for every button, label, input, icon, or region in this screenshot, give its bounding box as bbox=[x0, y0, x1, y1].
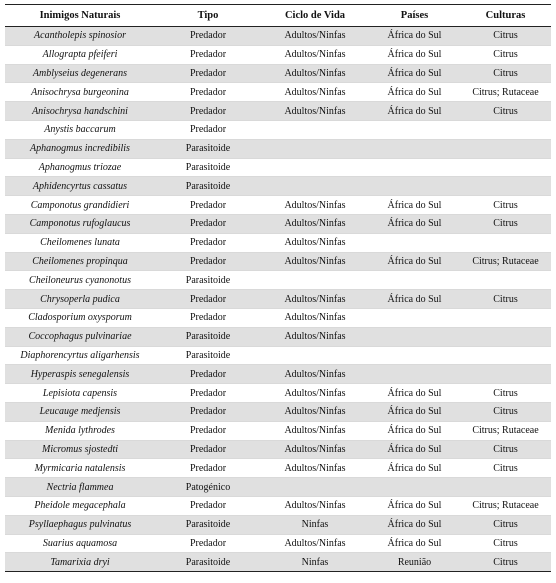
tipo-cell: Predador bbox=[155, 290, 261, 309]
tipo-cell: Parasitoide bbox=[155, 327, 261, 346]
culturas-cell: Citrus bbox=[460, 402, 551, 421]
table-row bbox=[5, 478, 551, 497]
culturas-cell: Citrus bbox=[460, 214, 551, 233]
table-row bbox=[5, 346, 551, 365]
species-cell: Pheidole megacephala bbox=[5, 496, 155, 515]
species-cell: Hyperaspis senegalensis bbox=[5, 365, 155, 384]
paises-cell: África do Sul bbox=[369, 102, 460, 121]
table-row bbox=[5, 534, 551, 553]
species-cell: Micromus sjostedti bbox=[5, 440, 155, 459]
species-cell: Diaphorencyrtus aligarhensis bbox=[5, 346, 155, 365]
paises-cell bbox=[369, 365, 460, 384]
paises-cell: África do Sul bbox=[369, 290, 460, 309]
table-row bbox=[5, 45, 551, 64]
paises-cell: Reunião bbox=[369, 553, 460, 572]
tipo-cell: Predador bbox=[155, 308, 261, 327]
header-tipo: Tipo bbox=[155, 5, 261, 27]
culturas-cell: Citrus bbox=[460, 102, 551, 121]
paises-cell bbox=[369, 158, 460, 177]
paises-cell bbox=[369, 308, 460, 327]
ciclo-de-vida-cell: Adultos/Ninfas bbox=[261, 402, 369, 421]
tipo-cell: Predador bbox=[155, 45, 261, 64]
culturas-cell: Citrus; Rutaceae bbox=[460, 83, 551, 102]
culturas-cell bbox=[460, 271, 551, 290]
culturas-cell: Citrus bbox=[460, 534, 551, 553]
paises-cell: África do Sul bbox=[369, 45, 460, 64]
table-row bbox=[5, 515, 551, 534]
tipo-cell: Predador bbox=[155, 120, 261, 139]
ciclo-de-vida-cell: Ninfas bbox=[261, 515, 369, 534]
culturas-cell: Citrus bbox=[460, 27, 551, 46]
ciclo-de-vida-cell: Adultos/Ninfas bbox=[261, 102, 369, 121]
culturas-cell bbox=[460, 346, 551, 365]
culturas-cell: Citrus; Rutaceae bbox=[460, 496, 551, 515]
ciclo-de-vida-cell bbox=[261, 177, 369, 196]
header-paises: Países bbox=[369, 5, 460, 27]
tipo-cell: Predador bbox=[155, 402, 261, 421]
species-cell: Cheilomenes propinqua bbox=[5, 252, 155, 271]
paises-cell: África do Sul bbox=[369, 402, 460, 421]
ciclo-de-vida-cell: Ninfas bbox=[261, 553, 369, 572]
tipo-cell: Predador bbox=[155, 496, 261, 515]
culturas-cell bbox=[460, 478, 551, 497]
ciclo-de-vida-cell: Adultos/Ninfas bbox=[261, 64, 369, 83]
table-row bbox=[5, 440, 551, 459]
paises-cell bbox=[369, 478, 460, 497]
paises-cell: África do Sul bbox=[369, 384, 460, 403]
species-cell: Anisochrysa handschini bbox=[5, 102, 155, 121]
table-body bbox=[5, 27, 551, 572]
species-cell: Tamarixia dryi bbox=[5, 553, 155, 572]
tipo-cell: Parasitoide bbox=[155, 177, 261, 196]
species-cell: Cheiloneurus cyanonotus bbox=[5, 271, 155, 290]
tipo-cell: Parasitoide bbox=[155, 271, 261, 290]
ciclo-de-vida-cell: Adultos/Ninfas bbox=[261, 440, 369, 459]
paises-cell: África do Sul bbox=[369, 83, 460, 102]
tipo-cell: Predador bbox=[155, 459, 261, 478]
paises-cell: África do Sul bbox=[369, 27, 460, 46]
ciclo-de-vida-cell: Adultos/Ninfas bbox=[261, 421, 369, 440]
table-row bbox=[5, 252, 551, 271]
tipo-cell: Predador bbox=[155, 534, 261, 553]
species-cell: Leucauge medjensis bbox=[5, 402, 155, 421]
table-header bbox=[5, 5, 551, 27]
ciclo-de-vida-cell bbox=[261, 346, 369, 365]
culturas-cell bbox=[460, 139, 551, 158]
paises-cell bbox=[369, 346, 460, 365]
culturas-cell: Citrus; Rutaceae bbox=[460, 421, 551, 440]
paises-cell: África do Sul bbox=[369, 252, 460, 271]
tipo-cell: Predador bbox=[155, 83, 261, 102]
ciclo-de-vida-cell bbox=[261, 158, 369, 177]
ciclo-de-vida-cell: Adultos/Ninfas bbox=[261, 459, 369, 478]
species-cell: Aphanogmus incredibilis bbox=[5, 139, 155, 158]
culturas-cell: Citrus bbox=[460, 384, 551, 403]
ciclo-de-vida-cell bbox=[261, 139, 369, 158]
table-row bbox=[5, 290, 551, 309]
ciclo-de-vida-cell: Adultos/Ninfas bbox=[261, 496, 369, 515]
tipo-cell: Predador bbox=[155, 252, 261, 271]
paises-cell bbox=[369, 177, 460, 196]
culturas-cell: Citrus bbox=[460, 45, 551, 64]
tipo-cell: Parasitoide bbox=[155, 515, 261, 534]
tipo-cell: Parasitoide bbox=[155, 553, 261, 572]
table-row bbox=[5, 233, 551, 252]
table-row bbox=[5, 196, 551, 215]
header-inimigos-naturais: Inimigos Naturais bbox=[5, 5, 155, 27]
ciclo-de-vida-cell: Adultos/Ninfas bbox=[261, 534, 369, 553]
ciclo-de-vida-cell: Adultos/Ninfas bbox=[261, 252, 369, 271]
ciclo-de-vida-cell: Adultos/Ninfas bbox=[261, 384, 369, 403]
culturas-cell: Citrus bbox=[460, 290, 551, 309]
ciclo-de-vida-cell: Adultos/Ninfas bbox=[261, 365, 369, 384]
table-row bbox=[5, 496, 551, 515]
header-ciclo-de-vida: Ciclo de Vida bbox=[261, 5, 369, 27]
table-row bbox=[5, 271, 551, 290]
natural-enemies-table bbox=[5, 4, 551, 572]
culturas-cell: Citrus bbox=[460, 64, 551, 83]
table-row bbox=[5, 459, 551, 478]
culturas-cell bbox=[460, 308, 551, 327]
table-row bbox=[5, 120, 551, 139]
species-cell: Cladosporium oxysporum bbox=[5, 308, 155, 327]
tipo-cell: Predador bbox=[155, 27, 261, 46]
ciclo-de-vida-cell: Adultos/Ninfas bbox=[261, 308, 369, 327]
ciclo-de-vida-cell: Adultos/Ninfas bbox=[261, 27, 369, 46]
table-row bbox=[5, 102, 551, 121]
table-row bbox=[5, 327, 551, 346]
ciclo-de-vida-cell bbox=[261, 271, 369, 290]
species-cell: Lepisiota capensis bbox=[5, 384, 155, 403]
species-cell: Allograpta pfeiferi bbox=[5, 45, 155, 64]
species-cell: Suarius aquamosa bbox=[5, 534, 155, 553]
culturas-cell: Citrus; Rutaceae bbox=[460, 252, 551, 271]
table-row bbox=[5, 384, 551, 403]
tipo-cell: Predador bbox=[155, 196, 261, 215]
table-row bbox=[5, 365, 551, 384]
paises-cell: África do Sul bbox=[369, 515, 460, 534]
table-row bbox=[5, 64, 551, 83]
tipo-cell: Predador bbox=[155, 214, 261, 233]
header-row bbox=[5, 5, 551, 27]
tipo-cell: Predador bbox=[155, 233, 261, 252]
tipo-cell: Predador bbox=[155, 440, 261, 459]
species-cell: Acantholepis spinosior bbox=[5, 27, 155, 46]
paises-cell: África do Sul bbox=[369, 459, 460, 478]
ciclo-de-vida-cell bbox=[261, 120, 369, 139]
species-cell: Cheilomenes lunata bbox=[5, 233, 155, 252]
species-cell: Menida lythrodes bbox=[5, 421, 155, 440]
table-row bbox=[5, 158, 551, 177]
species-cell: Chrysoperla pudica bbox=[5, 290, 155, 309]
ciclo-de-vida-cell: Adultos/Ninfas bbox=[261, 290, 369, 309]
culturas-cell bbox=[460, 158, 551, 177]
tipo-cell: Predador bbox=[155, 365, 261, 384]
species-cell: Aphanogmus triozae bbox=[5, 158, 155, 177]
species-cell: Aphidencyrtus cassatus bbox=[5, 177, 155, 196]
culturas-cell bbox=[460, 327, 551, 346]
ciclo-de-vida-cell: Adultos/Ninfas bbox=[261, 327, 369, 346]
species-cell: Psyllaephagus pulvinatus bbox=[5, 515, 155, 534]
species-cell: Anystis baccarum bbox=[5, 120, 155, 139]
species-cell: Camponotus grandidieri bbox=[5, 196, 155, 215]
tipo-cell: Predador bbox=[155, 421, 261, 440]
ciclo-de-vida-cell: Adultos/Ninfas bbox=[261, 83, 369, 102]
ciclo-de-vida-cell: Adultos/Ninfas bbox=[261, 233, 369, 252]
species-cell: Nectria flammea bbox=[5, 478, 155, 497]
paises-cell bbox=[369, 120, 460, 139]
paises-cell bbox=[369, 327, 460, 346]
paises-cell bbox=[369, 271, 460, 290]
table-row bbox=[5, 177, 551, 196]
ciclo-de-vida-cell: Adultos/Ninfas bbox=[261, 196, 369, 215]
ciclo-de-vida-cell: Adultos/Ninfas bbox=[261, 214, 369, 233]
culturas-cell bbox=[460, 177, 551, 196]
table-row bbox=[5, 139, 551, 158]
culturas-cell: Citrus bbox=[460, 196, 551, 215]
tipo-cell: Predador bbox=[155, 102, 261, 121]
paises-cell: África do Sul bbox=[369, 196, 460, 215]
paises-cell: África do Sul bbox=[369, 440, 460, 459]
culturas-cell: Citrus bbox=[460, 515, 551, 534]
paises-cell: África do Sul bbox=[369, 421, 460, 440]
paises-cell bbox=[369, 233, 460, 252]
species-cell: Myrmicaria natalensis bbox=[5, 459, 155, 478]
table-row bbox=[5, 83, 551, 102]
table-row bbox=[5, 214, 551, 233]
species-cell: Camponotus rufoglaucus bbox=[5, 214, 155, 233]
culturas-cell: Citrus bbox=[460, 440, 551, 459]
species-cell: Anisochrysa burgeonina bbox=[5, 83, 155, 102]
header-culturas: Culturas bbox=[460, 5, 551, 27]
species-cell: Coccophagus pulvinariae bbox=[5, 327, 155, 346]
table-row bbox=[5, 553, 551, 572]
culturas-cell: Citrus bbox=[460, 553, 551, 572]
culturas-cell bbox=[460, 365, 551, 384]
ciclo-de-vida-cell bbox=[261, 478, 369, 497]
paises-cell: África do Sul bbox=[369, 496, 460, 515]
table-row bbox=[5, 402, 551, 421]
paises-cell bbox=[369, 139, 460, 158]
culturas-cell bbox=[460, 120, 551, 139]
paises-cell: África do Sul bbox=[369, 214, 460, 233]
paises-cell: África do Sul bbox=[369, 534, 460, 553]
table-row bbox=[5, 308, 551, 327]
table-row bbox=[5, 27, 551, 46]
table-row bbox=[5, 421, 551, 440]
tipo-cell: Parasitoide bbox=[155, 158, 261, 177]
tipo-cell: Parasitoide bbox=[155, 346, 261, 365]
tipo-cell: Parasitoide bbox=[155, 139, 261, 158]
ciclo-de-vida-cell: Adultos/Ninfas bbox=[261, 45, 369, 64]
tipo-cell: Patogénico bbox=[155, 478, 261, 497]
paises-cell: África do Sul bbox=[369, 64, 460, 83]
species-cell: Amblyseius degenerans bbox=[5, 64, 155, 83]
tipo-cell: Predador bbox=[155, 64, 261, 83]
tipo-cell: Predador bbox=[155, 384, 261, 403]
culturas-cell bbox=[460, 233, 551, 252]
culturas-cell: Citrus bbox=[460, 459, 551, 478]
